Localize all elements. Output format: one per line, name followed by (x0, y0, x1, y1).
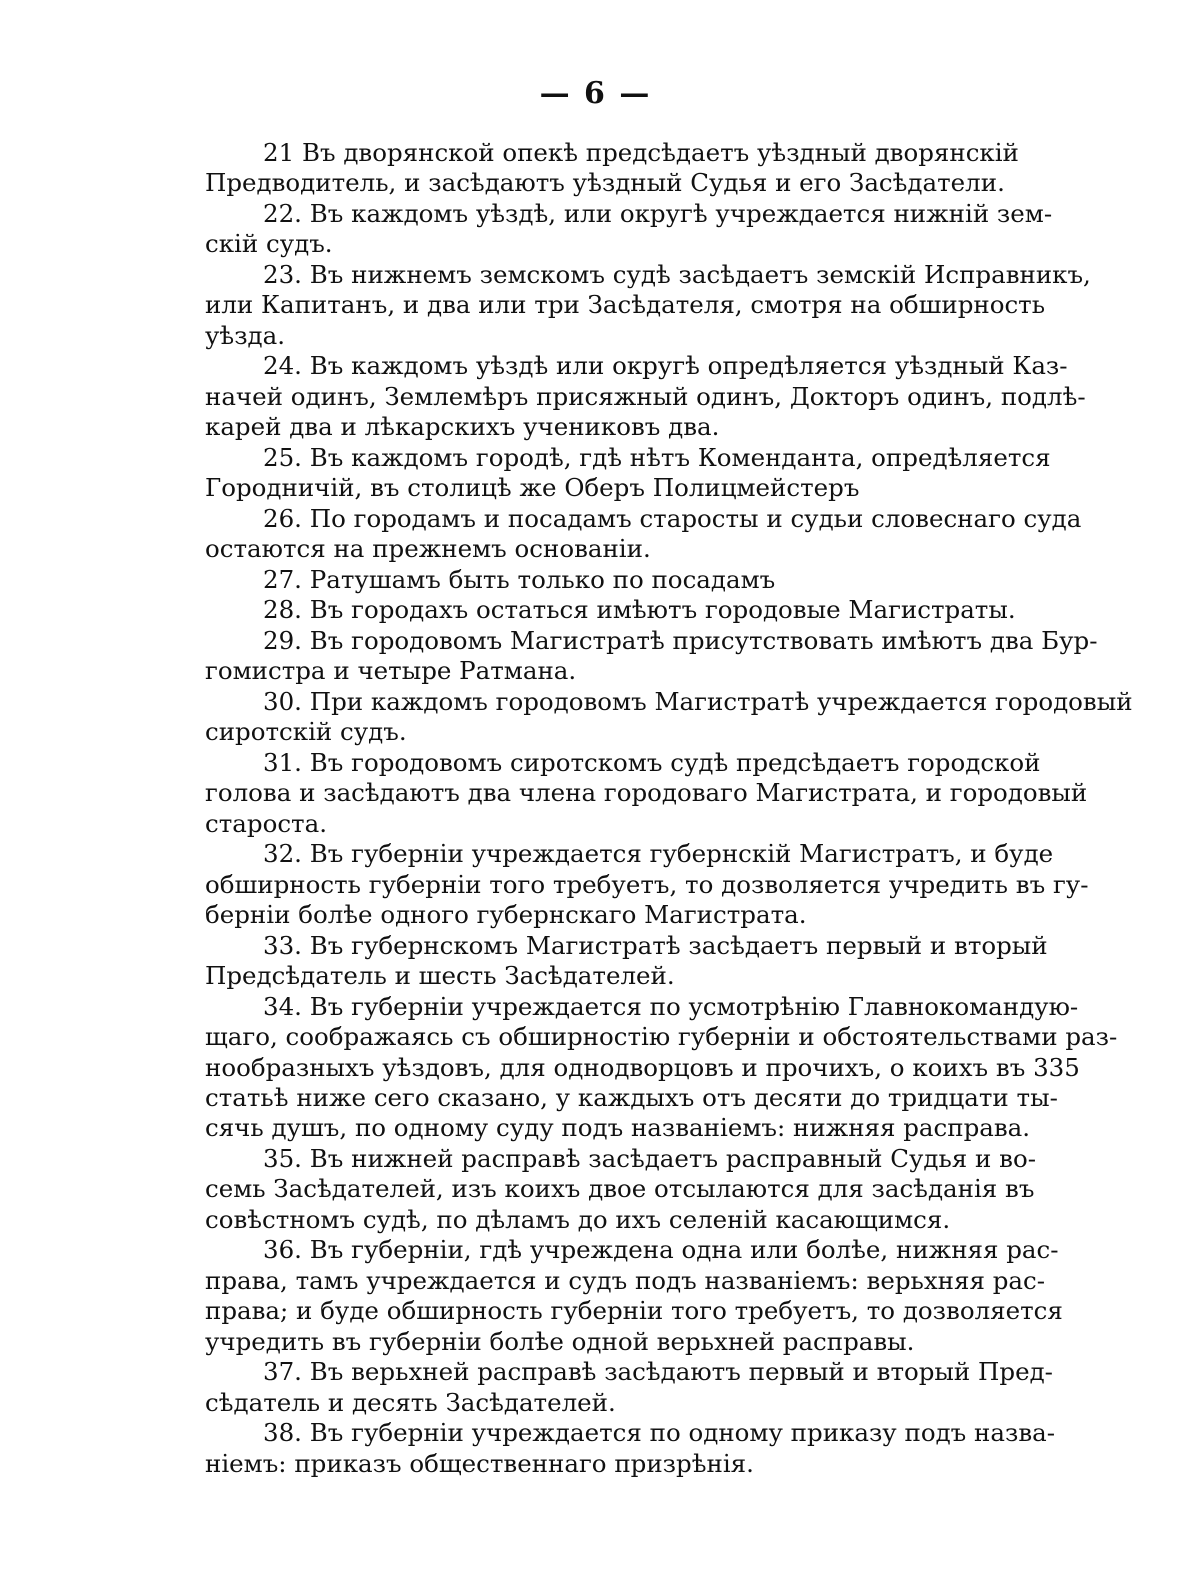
text-line: 32. Въ губерніи учреждается губернскій Магистратъ, и буде (263, 839, 1054, 869)
article-paragraph (205, 138, 1019, 199)
text-line: учредить въ губерніи болѣе одной верьхней расправы. (205, 1326, 915, 1356)
article-paragraph (205, 351, 1086, 442)
text-line: гомистра и четыре Ратмана. (205, 656, 577, 686)
text-line: сиротскій судъ. (205, 717, 407, 747)
text-line: 23. Въ нижнемъ земскомъ судѣ засѣдаетъ земскій Исправникъ, (263, 260, 1091, 289)
article-paragraph (205, 1235, 1063, 1357)
article-paragraph (205, 839, 1089, 930)
text-line: нообразныхъ уѣздовъ, для однодворцовъ и прочихъ, о коихъ въ 335 (205, 1052, 1080, 1082)
article-paragraph (205, 199, 1053, 260)
article-paragraph (205, 260, 1091, 351)
text-line: 22. Въ каждомъ уѣздѣ, или округѣ учреждается нижній зем- (263, 199, 1053, 228)
text-line: совѣстномъ судѣ, по дѣламъ до ихъ селеній касающимся. (205, 1204, 951, 1234)
text-line: 28. Въ городахъ остаться имѣютъ городовые Магистраты. (263, 595, 1016, 625)
text-line: сячь душъ, по одному суду подъ названіемъ: нижняя расправа. (205, 1113, 1031, 1143)
text-line: 34. Въ губерніи учреждается по усмотрѣнію Главнокомандую- (263, 991, 1079, 1021)
text-line: 38. Въ губерніи учреждается по одному приказу подъ назва- (263, 1418, 1056, 1448)
page-number: — 6 — (539, 76, 652, 111)
text-line: 35. Въ нижней расправѣ засѣдаетъ расправный Судья и во- (263, 1144, 1036, 1174)
text-line: 24. Въ каждомъ уѣздѣ или округѣ опредѣляется уѣздный Каз- (263, 351, 1068, 381)
text-line: Предводитель, и засѣдаютъ уѣздный Судья и его Засѣдатели. (205, 168, 1005, 198)
text-line: щаго, соображаясь съ обширностію губерніи и обстоятельствами раз- (205, 1022, 1118, 1052)
text-line: карей два и лѣкарскихъ учениковъ два. (205, 412, 720, 442)
text-line: староста. (205, 808, 327, 838)
text-line: статьѣ ниже сего сказано, у каждыхъ отъ десяти до тридцати ты- (205, 1083, 1058, 1113)
text-line: права; и буде обширность губерніи того требуетъ, то дозволяется (205, 1296, 1063, 1326)
text-line: 26. По городамъ и посадамъ старосты и судьи словеснаго суда (263, 503, 1082, 533)
text-line: обширность губерніи того требуетъ, то дозволяется учредить въ гу- (205, 869, 1089, 899)
article-body (205, 138, 1133, 1479)
article-paragraph (205, 1357, 1053, 1418)
article-paragraph (205, 1144, 1036, 1235)
text-line: 37. Въ верьхней расправѣ засѣдаютъ первый и вторый Пред- (263, 1357, 1053, 1387)
text-line: ніемъ: приказъ общественнаго призрѣнія. (205, 1448, 754, 1478)
article-paragraph (205, 930, 1048, 992)
text-line: Предсѣдатель и шесть Засѣдателей. (205, 961, 675, 991)
text-line: берніи болѣе одного губернскаго Магистрата. (205, 900, 807, 930)
text-line: права, тамъ учреждается и судъ подъ названіемъ: верьхняя рас- (205, 1265, 1045, 1295)
text-line: 25. Въ каждомъ городѣ, гдѣ нѣтъ Коменданта, опредѣляется (263, 442, 1051, 472)
text-line: 33. Въ губернскомъ Магистратѣ засѣдаетъ первый и вторый (263, 930, 1048, 960)
text-line: 31. Въ городовомъ сиротскомъ судѣ предсѣдаетъ городской (263, 748, 1041, 777)
article-paragraph (205, 748, 1088, 839)
text-line: голова и засѣдаютъ два члена городоваго Магистрата, и городовый (205, 778, 1088, 808)
text-line: семь Засѣдателей, изъ коихъ двое отсылаются для засѣданія въ (205, 1174, 1035, 1204)
article-paragraph (205, 991, 1118, 1144)
article-paragraph (205, 687, 1133, 748)
article-paragraph (205, 442, 1051, 504)
text-line: Городничій, въ столицѣ же Оберъ Полицмейстеръ (205, 473, 860, 503)
text-line: остаются на прежнемъ основаніи. (205, 534, 651, 564)
text-line: скій судъ. (205, 229, 333, 259)
article-paragraph (205, 1418, 1056, 1479)
text-line: 29. Въ городовомъ Магистратѣ присутствовать имѣютъ два Бур- (263, 626, 1098, 655)
article-paragraph (205, 595, 1016, 625)
text-line: 30. При каждомъ городовомъ Магистратѣ учреждается городовый (263, 687, 1133, 716)
text-line: начей одинъ, Землемѣръ присяжный одинъ, Докторъ одинъ, подлѣ- (205, 381, 1086, 411)
article-paragraph (205, 565, 983, 595)
article-paragraph (205, 503, 1082, 565)
text-line: или Капитанъ, и два или три Засѣдателя, смотря на обширность (205, 290, 1046, 320)
text-line: 27. Ратушамъ быть только по посадамъ (263, 564, 776, 594)
text-line: сѣдатель и десять Засѣдателей. (205, 1387, 616, 1417)
text-line: 21 Въ дворянской опекѣ предсѣдаетъ уѣздный дворянскій (263, 138, 1019, 167)
article-paragraph (205, 626, 1098, 687)
text-line: уѣзда. (205, 320, 286, 350)
text-line: 36. Въ губерніи, гдѣ учреждена одна или болѣе, нижняя рас- (263, 1235, 1059, 1265)
